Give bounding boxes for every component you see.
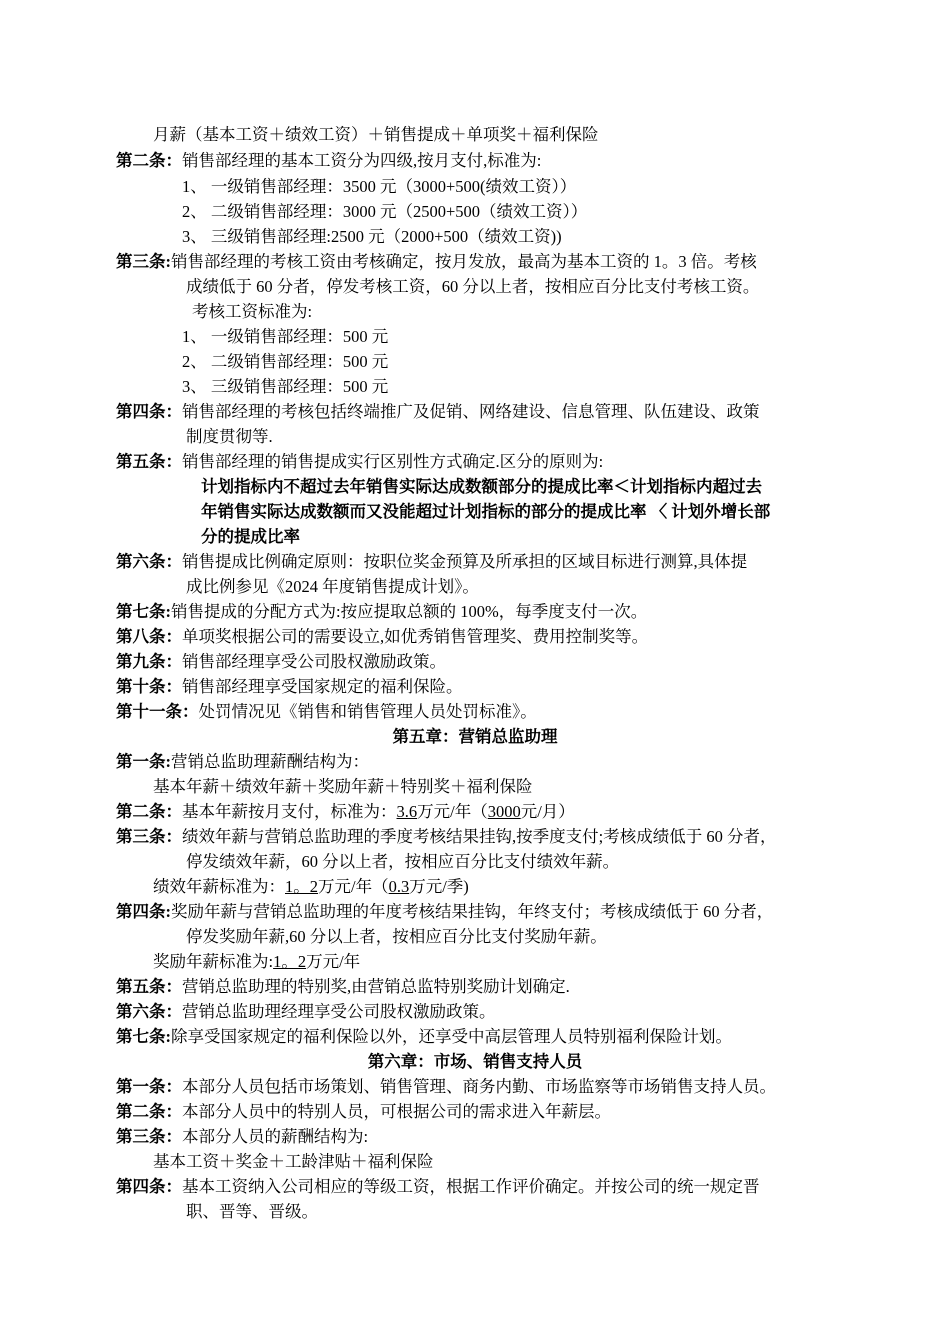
paragraph-continuation: 停发奖励年薪,60 分以上者，按相应百分比支付奖励年薪。 (186, 927, 607, 946)
article-3-support-staff: 第三条：本部分人员的薪酬结构为: (116, 1127, 369, 1146)
article-1-assistant: 第一条:营销总监助理薪酬结构为： (116, 752, 369, 771)
article-6-sales-manager: 第六条：销售提成比例确定原则：按职位奖金预算及所承担的区域目标进行测算,具体提 (116, 552, 748, 571)
article-7-sales-manager: 第七条:销售提成的分配方式为:按应提取总额的 100%，每季度支付一次。 (116, 602, 648, 621)
commission-principle-line: 分的提成比率 (201, 527, 300, 546)
paragraph-continuation: 停发绩效年薪，60 分以上者，按相应百分比支付绩效年薪。 (186, 852, 620, 871)
salary-formula-support-staff: 基本工资＋奖金＋工龄津贴＋福利保险 (153, 1152, 434, 1171)
article-2-sales-manager: 第二条：销售部经理的基本工资分为四级,按月支付,标准为: (116, 151, 542, 170)
list-item: 2、 二级销售部经理：3000 元（2500+500（绩效工资）） (182, 202, 588, 221)
commission-principle-line: 计划指标内不超过去年销售实际达成数额部分的提成比率＜计划指标内超过去 (201, 477, 762, 496)
article-11-sales-manager: 第十一条：处罚情况见《销售和销售管理人员处罚标准》。 (116, 702, 537, 721)
article-2-assistant: 第二条：基本年薪按月支付，标准为：3.6万元/年（3000元/月） (116, 802, 575, 821)
chapter-5-heading: 第五章：营销总监助理 (392, 727, 558, 746)
paragraph-continuation: 成绩低于 60 分者，停发考核工资，60 分以上者，按相应百分比支付考核工资。 (186, 277, 760, 296)
commission-principle-line: 年销售实际达成数额而又没能超过计划指标的部分的提成比率 〈 计划外增长部 (201, 502, 771, 521)
salary-formula-sales-manager: 月薪（基本工资＋绩效工资）＋销售提成＋单项奖＋福利保险 (153, 125, 599, 144)
article-6-assistant: 第六条：营销总监助理经理享受公司股权激励政策。 (116, 1002, 496, 1021)
article-1-support-staff: 第一条：本部分人员包括市场策划、销售管理、商务内勤、市场监察等市场销售支持人员。 (116, 1077, 776, 1096)
article-4-sales-manager: 第四条：销售部经理的考核包括终端推广及促销、网络建设、信息管理、队伍建设、政策 (116, 402, 760, 421)
salary-formula-assistant: 基本年薪＋绩效年薪＋奖励年薪＋特别奖＋福利保险 (153, 777, 533, 796)
article-2-support-staff: 第二条：本部分人员中的特别人员，可根据公司的需求进入年薪层。 (116, 1102, 611, 1121)
list-item: 3、 三级销售部经理:2500 元（2000+500（绩效工资)) (182, 227, 562, 246)
article-7-assistant: 第七条:除享受国家规定的福利保险以外，还享受中高层管理人员特别福利保险计划。 (116, 1027, 732, 1046)
article-4-assistant: 第四条:奖励年薪与营销总监助理的年度考核结果挂钩，年终支付；考核成绩低于 60 分者， (116, 902, 774, 921)
article-4-support-staff: 第四条：基本工资纳入公司相应的等级工资，根据工作评价确定。并按公司的统一规定晋 (116, 1177, 760, 1196)
paragraph-continuation: 成比例参见《2024 年度销售提成计划》。 (186, 577, 479, 596)
list-item: 3、 三级销售部经理：500 元 (182, 377, 389, 396)
chapter-6-heading: 第六章：市场、销售支持人员 (367, 1052, 583, 1071)
article-5-sales-manager: 第五条：销售部经理的销售提成实行区别性方式确定.区分的原则为: (116, 452, 604, 471)
article-9-sales-manager: 第九条：销售部经理享受公司股权激励政策。 (116, 652, 446, 671)
article-8-sales-manager: 第八条：单项奖根据公司的需要设立,如优秀销售管理奖、费用控制奖等。 (116, 627, 649, 646)
paragraph-continuation: 职、晋等、晋级。 (186, 1202, 318, 1221)
list-item: 2、 二级销售部经理：500 元 (182, 352, 389, 371)
article-10-sales-manager: 第十条：销售部经理享受国家规定的福利保险。 (116, 677, 463, 696)
reward-salary-standard: 奖励年薪标准为:1。2万元/年 (153, 952, 361, 971)
list-item: 1、 一级销售部经理：500 元 (182, 327, 389, 346)
article-3-sales-manager: 第三条:销售部经理的考核工资由考核确定，按月发放，最高为基本工资的 1。3 倍。考核 (116, 252, 757, 271)
article-3-assistant: 第三条：绩效年薪与营销总监助理的季度考核结果挂钩,按季度支付;考核成绩低于 60 分者， (116, 827, 777, 846)
performance-salary-standard: 绩效年薪标准为：1。2万元/年（0.3万元/季) (153, 877, 469, 896)
paragraph-continuation: 制度贯彻等. (186, 427, 273, 446)
paragraph-line: 考核工资标准为: (192, 302, 313, 321)
list-item: 1、 一级销售部经理：3500 元（3000+500(绩效工资）） (182, 177, 577, 196)
article-5-assistant: 第五条：营销总监助理的特别奖,由营销总监特别奖励计划确定. (116, 977, 570, 996)
